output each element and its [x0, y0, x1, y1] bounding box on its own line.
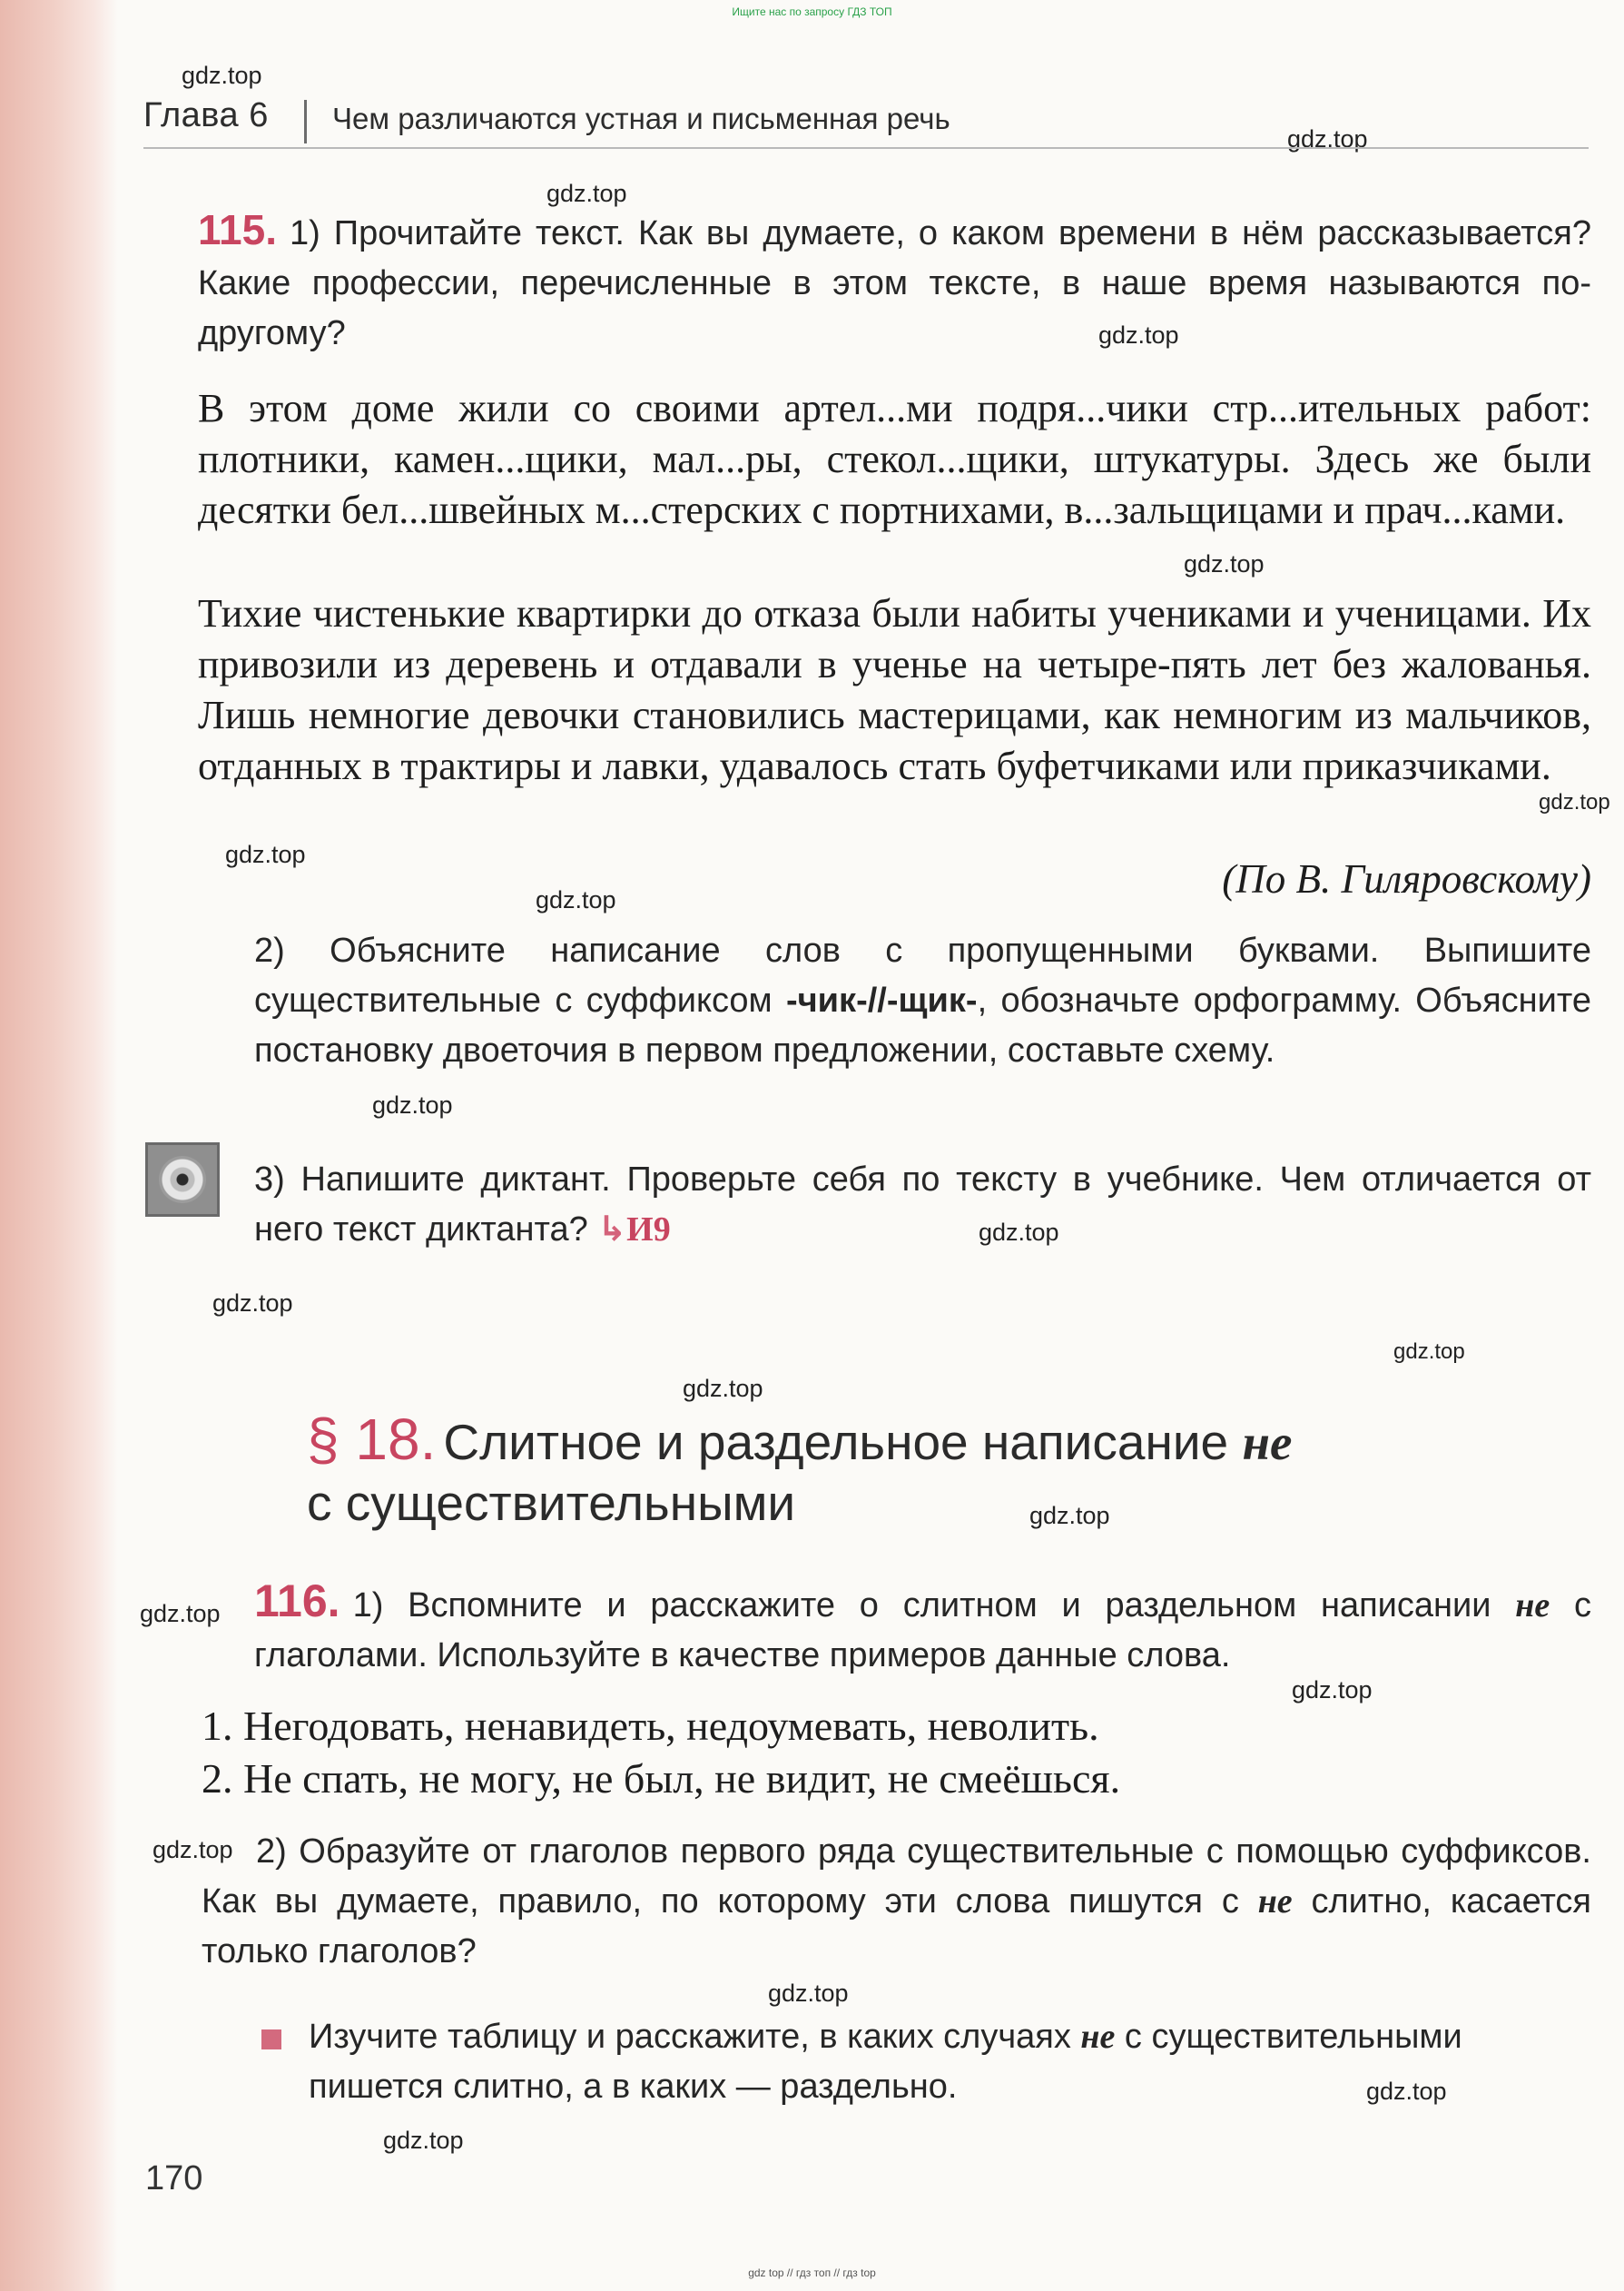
reference-arrow-icon: ↳ [597, 1210, 627, 1249]
list-text: Не спать, не могу, не был, не видит, не смеёшься. [243, 1755, 1121, 1802]
watermark: gdz.top [546, 180, 627, 207]
exercise-115-paragraph-1: В этом доме жили со своими артел...ми подря...чики стр...ительных работ: плотники, камен...щики, мал...ры, стекол...щики, штукатуры. Здесь же были десятки бел...швейных м...стерских с портнихами, в...зальщицами и прач...ками. [198, 386, 1591, 532]
watermark: gdz.top [1184, 550, 1265, 578]
section-title-text: с существительными [307, 1475, 796, 1531]
task-text: 2) Объясните написание слов с пропущенными буквами. Выпишите существительные с суффиксом [254, 932, 1591, 1020]
ne-highlight: не [1515, 1586, 1550, 1624]
task-text: , обозначьте орфограмму. Объясните постановку двоеточия в первом предложении, составьте схему. [254, 982, 1591, 1070]
running-header [143, 96, 1589, 149]
exercise-116-instruction [309, 2012, 1591, 2112]
exercise-116-task-1 [254, 1576, 1591, 1681]
chapter-label: Глава 6 [143, 96, 269, 134]
exercise-115-paragraph-2: Тихие чистенькие квартирки до отказа были набиты учениками и ученицами. Их привозили из деревень и отдавали в ученье на четыре-пять лет без жалованья. Лишь немногие девочки становились мастерицами, как немногим из мальчиков, отданных в трактиры и лавки, удавалось стать буфетчиками или приказчиками. [198, 591, 1591, 788]
task-text: 1) Вспомните и расскажите о слитном и раздельном написании [352, 1586, 1516, 1624]
audio-disc-icon[interactable] [145, 1142, 220, 1217]
watermark: gdz.top [536, 886, 616, 913]
watermark: gdz.top [383, 2127, 464, 2154]
exercise-number: 116. [254, 1575, 340, 1626]
watermark: gdz.top [1029, 1502, 1110, 1529]
exercise-number: 115. [198, 206, 277, 253]
reference-label: И9 [626, 1210, 671, 1249]
bullet-square-icon [261, 2029, 281, 2049]
section-number: § 18. [307, 1407, 437, 1472]
watermark: gdz.top [979, 1219, 1059, 1246]
suffix-highlight: -чик-//-щик- [785, 982, 978, 1020]
watermark: gdz.top [1292, 1676, 1373, 1703]
text-author: (По В. Гиляровскому) [1222, 856, 1591, 902]
footer-note: gdz top // гдз топ // гдз top [748, 2266, 876, 2279]
task-text: с существительными пишется слитно, а в каких — раздельно. [309, 2018, 1462, 2106]
watermark: gdz.top [182, 62, 262, 89]
watermark: gdz.top [140, 1600, 221, 1627]
watermark: gdz.top [225, 841, 306, 868]
watermark: gdz.top [372, 1091, 453, 1119]
watermark: gdz.top [1393, 1339, 1465, 1364]
top-note: Ищите нас по запросу ГДЗ ТОП [732, 5, 892, 18]
section-heading [307, 1409, 1578, 1533]
watermark: gdz.top [212, 1289, 293, 1317]
watermark: gdz.top [1366, 2078, 1447, 2105]
task-text: 3) Напишите диктант. Проверьте себя по тексту в учебнике. Чем отличается от него текст диктанта? [254, 1160, 1591, 1249]
ne-highlight: не [1257, 1882, 1293, 1921]
watermark: gdz.top [1098, 321, 1179, 349]
task-text: слитно, касается только глаголов? [202, 1882, 1591, 1970]
chapter-title: Чем различаются устная и письменная речь [332, 102, 950, 135]
exercise-115-task-3 [254, 1155, 1591, 1255]
word-list-item [202, 1754, 1590, 1803]
task-text: с глаголами. Используйте в качестве примеров данные слова. [254, 1586, 1592, 1674]
exercise-115-task-2 [254, 926, 1591, 1076]
section-title-ne: не [1242, 1415, 1293, 1470]
task-text: 2) Образуйте от глаголов первого ряда существительные с помощью суффиксов. Как вы думаете, правило, по которому эти слова пишутся с [202, 1832, 1591, 1921]
watermark: gdz.top [768, 1980, 849, 2007]
exercise-116-task-2 [202, 1827, 1591, 1977]
watermark: gdz.top [683, 1375, 763, 1402]
exercise-115-task-1 [198, 205, 1591, 359]
watermark: gdz.top [153, 1836, 233, 1863]
list-number: 1. [202, 1703, 233, 1749]
watermark: gdz.top [1539, 790, 1610, 815]
section-title-text: Слитное и раздельное написание [443, 1414, 1243, 1470]
ne-highlight: не [1080, 2018, 1116, 2056]
list-text: Негодовать, ненавидеть, недоумевать, неволить. [243, 1703, 1099, 1749]
page-number: 170 [145, 2159, 203, 2197]
watermark: gdz.top [1287, 125, 1368, 153]
header-divider [304, 100, 307, 143]
list-number: 2. [202, 1755, 233, 1802]
disc-icon [159, 1156, 206, 1203]
word-list-item [202, 1702, 1590, 1751]
task-text: Изучите таблицу и расскажите, в каких случаях [309, 2018, 1081, 2056]
task-text: 1) Прочитайте текст. Как вы думаете, о каком времени в нём рассказывается? Какие профессии, перечисленные в этом тексте, в наше время называются по-другому? [198, 214, 1591, 352]
